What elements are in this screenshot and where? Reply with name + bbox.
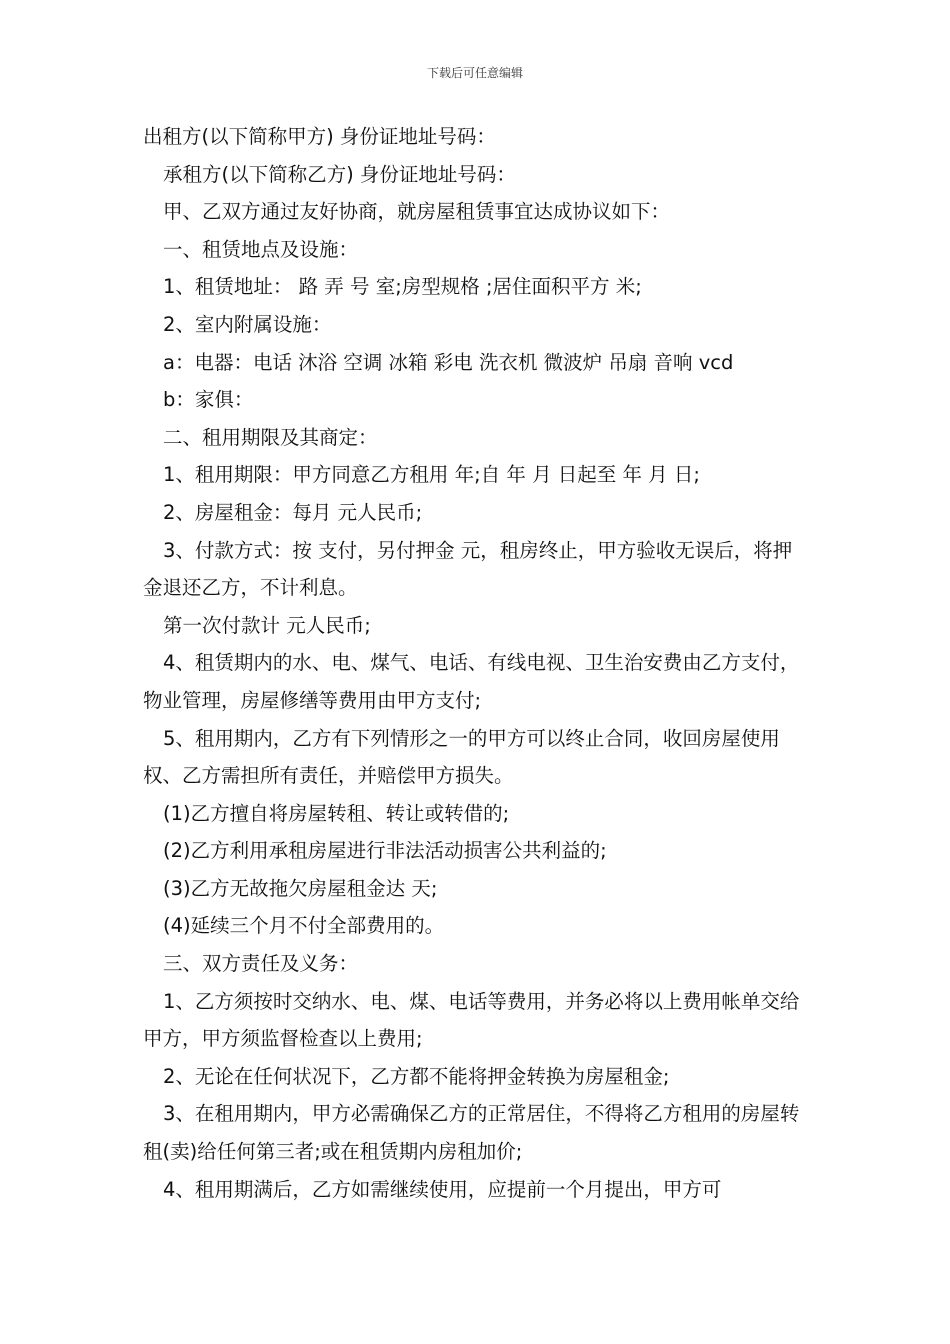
section-heading-term: 二、租用期限及其商定： bbox=[163, 425, 378, 449]
paragraph-appliances: a：电器：电话 沐浴 空调 冰箱 彩电 洗衣机 微波炉 吊扇 音响 vcd bbox=[163, 350, 734, 374]
paragraph-term: 1、租用期限：甲方同意乙方租用 年;自 年 月 日起至 年 月 日; bbox=[163, 463, 700, 487]
section-heading-responsibilities: 三、双方责任及义务： bbox=[163, 952, 359, 976]
paragraph-facilities: 2、室内附属设施： bbox=[163, 312, 332, 336]
paragraph-responsibility-1: 1、乙方须按时交纳水、电、煤、电话等费用，并务必将以上费用帐单交给甲方，甲方须监督检查以上费用; bbox=[143, 989, 800, 1051]
paragraph-responsibility-4: 4、租用期满后，乙方如需继续使用，应提前一个月提出，甲方可 bbox=[163, 1177, 722, 1201]
page-header-note: 下载后可任意编辑 bbox=[426, 66, 523, 80]
paragraph-lessee: 承租方(以下简称乙方) 身份证地址号码： bbox=[163, 162, 516, 186]
document-body bbox=[143, 118, 808, 1208]
paragraph-payment: 3、付款方式：按 支付，另付押金 元，租房终止，甲方验收无误后，将押金退还乙方，不计利息。 bbox=[143, 538, 793, 600]
paragraph-termination: 5、租用期内，乙方有下列情形之一的甲方可以终止合同，收回房屋使用权、乙方需担所有责任，并赔偿甲方损失。 bbox=[143, 726, 780, 788]
paragraph-first-payment: 第一次付款计 元人民币; bbox=[163, 613, 371, 637]
paragraph-termination-3: (3)乙方无故拖欠房屋租金达 天; bbox=[163, 876, 438, 900]
paragraph-address: 1、租赁地址： 路 弄 号 室;房型规格 ;居住面积平方 米; bbox=[163, 275, 642, 299]
paragraph-utilities: 4、租赁期内的水、电、煤气、电话、有线电视、卫生治安费由乙方支付，物业管理，房屋修缮等费用由甲方支付; bbox=[143, 651, 800, 712]
paragraph-termination-1: (1)乙方擅自将房屋转租、转让或转借的; bbox=[163, 801, 510, 825]
section-heading-location: 一、租赁地点及设施： bbox=[163, 237, 359, 261]
paragraph-lessor: 出租方(以下简称甲方) 身份证地址号码： bbox=[143, 125, 496, 148]
paragraph-rent: 2、房屋租金：每月 元人民币; bbox=[163, 500, 423, 524]
paragraph-furniture: b：家俱： bbox=[163, 388, 254, 412]
paragraph-termination-2: (2)乙方利用承租房屋进行非法活动损害公共利益的; bbox=[163, 839, 607, 863]
paragraph-responsibility-3: 3、在租用期内，甲方必需确保乙方的正常居住，不得将乙方租用的房屋转租(卖)给任何第三者;或在租赁期内房租加价; bbox=[143, 1102, 800, 1164]
paragraph-responsibility-2: 2、无论在任何状况下，乙方都不能将押金转换为房屋租金; bbox=[163, 1064, 670, 1088]
paragraph-termination-4: (4)延续三个月不付全部费用的。 bbox=[163, 914, 445, 938]
paragraph-agreement-intro: 甲、乙双方通过友好协商，就房屋租赁事宜达成协议如下： bbox=[163, 200, 671, 224]
